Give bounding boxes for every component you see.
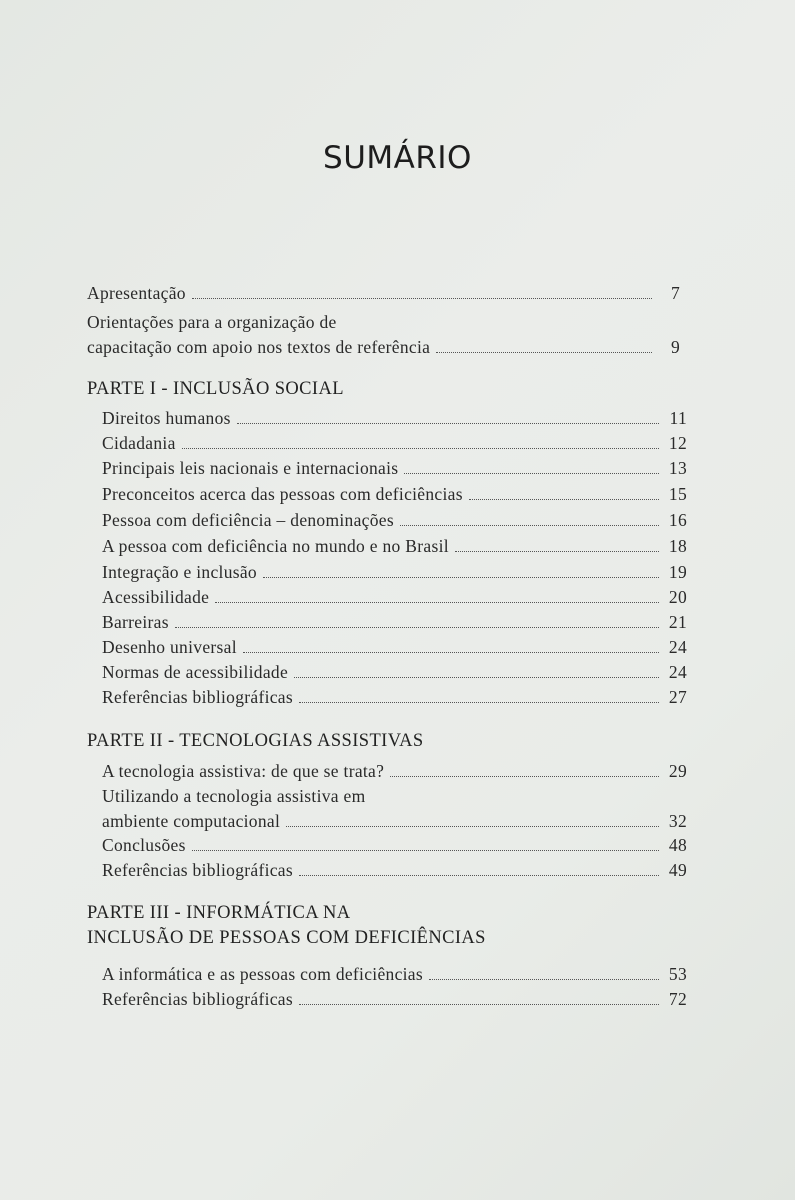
dot-leader xyxy=(400,524,659,526)
dot-leader xyxy=(299,701,659,703)
toc-entry[interactable] xyxy=(102,406,687,430)
toc-entry[interactable] xyxy=(102,987,687,1011)
toc-entry-label: Referências bibliográficas xyxy=(102,989,293,1009)
dot-leader xyxy=(455,550,659,552)
toc-entry-apresentacao[interactable] xyxy=(87,281,680,305)
toc-entry-page: 13 xyxy=(668,458,687,478)
dot-leader xyxy=(182,447,659,449)
toc-entry-page: 29 xyxy=(668,761,687,781)
toc-entry-label: Barreiras xyxy=(102,612,169,632)
dot-leader xyxy=(237,422,659,424)
toc-entry-page: 19 xyxy=(668,562,687,582)
toc-entry-page: 15 xyxy=(668,484,687,504)
dot-leader xyxy=(404,472,659,474)
dot-leader xyxy=(294,676,659,678)
toc-entry-page: 49 xyxy=(668,860,687,880)
toc-entry-page: 32 xyxy=(668,811,687,831)
toc-entry-label: ambiente computacional xyxy=(102,811,281,831)
toc-entry[interactable] xyxy=(102,610,687,634)
toc-entry-label: Referências bibliográficas xyxy=(102,687,293,707)
toc-entry-page: 11 xyxy=(669,408,687,428)
toc-entry[interactable] xyxy=(102,508,687,532)
toc-entry-page: 12 xyxy=(668,433,687,453)
dot-leader xyxy=(286,825,659,827)
toc-entry-page: 72 xyxy=(668,989,687,1009)
toc-entry-label-line1: Orientações para a organização de xyxy=(87,312,337,332)
toc-entry[interactable] xyxy=(102,685,687,709)
part-heading-1: PARTE I - INCLUSÃO SOCIAL xyxy=(87,379,344,399)
toc-entry-label: Apresentação xyxy=(87,283,186,303)
part-heading-3: INCLUSÃO DE PESSOAS COM DEFICIÊNCIAS xyxy=(87,928,486,948)
dot-leader xyxy=(192,849,659,851)
toc-entry-page: 24 xyxy=(668,637,687,657)
dot-leader xyxy=(263,576,659,578)
dot-leader xyxy=(390,775,659,777)
toc-entry[interactable] xyxy=(102,534,687,558)
dot-leader xyxy=(429,978,659,980)
toc-entry-orientacoes[interactable] xyxy=(87,335,680,359)
toc-entry-label: capacitação com apoio nos textos de referência xyxy=(87,337,431,357)
toc-entry[interactable] xyxy=(102,431,687,455)
toc-entry[interactable] xyxy=(102,858,687,882)
toc-entry[interactable] xyxy=(102,759,687,783)
toc-entry-label: Direitos humanos xyxy=(102,408,231,428)
dot-leader xyxy=(436,351,652,353)
toc-entry-page: 18 xyxy=(668,536,687,556)
toc-entry-page: 16 xyxy=(668,510,687,530)
toc-entry-label: Principais leis nacionais e internacionais xyxy=(102,458,399,478)
toc-entry-page: 7 xyxy=(670,283,680,303)
toc-entry-label: Integração e inclusão xyxy=(102,562,257,582)
dot-leader xyxy=(469,498,659,500)
toc-entry-page: 48 xyxy=(668,835,687,855)
dot-leader xyxy=(299,874,659,876)
toc-entry[interactable] xyxy=(102,456,687,480)
dot-leader xyxy=(175,626,659,628)
toc-entry-page: 9 xyxy=(670,337,680,357)
toc-entry[interactable] xyxy=(102,833,687,857)
toc-entry-label: A informática e as pessoas com deficiências xyxy=(102,964,423,984)
toc-entry[interactable] xyxy=(102,560,687,584)
dot-leader xyxy=(192,297,652,299)
toc-entry[interactable] xyxy=(102,809,687,833)
dot-leader xyxy=(215,601,659,603)
toc-entry-label: A tecnologia assistiva: de que se trata? xyxy=(102,761,385,781)
toc-entry[interactable] xyxy=(102,482,687,506)
dot-leader xyxy=(299,1003,659,1005)
toc-entry[interactable] xyxy=(102,635,687,659)
toc-entry-label: Desenho universal xyxy=(102,637,237,657)
toc-entry[interactable] xyxy=(102,585,687,609)
dot-leader xyxy=(243,651,659,653)
toc-entry-label-line1: Utilizando a tecnologia assistiva em xyxy=(102,786,366,806)
toc-entry-page: 24 xyxy=(668,662,687,682)
toc-entry[interactable] xyxy=(102,962,687,986)
part-heading-3-line1: PARTE III - INFORMÁTICA NA xyxy=(87,903,351,923)
toc-entry-label: Referências bibliográficas xyxy=(102,860,293,880)
toc-entry-page: 53 xyxy=(668,964,687,984)
part-heading-2: PARTE II - TECNOLOGIAS ASSISTIVAS xyxy=(87,731,424,751)
toc-entry-page: 20 xyxy=(668,587,687,607)
toc-entry-label: Acessibilidade xyxy=(102,587,210,607)
toc-entry-page: 21 xyxy=(668,612,687,632)
toc-entry-label: Normas de acessibilidade xyxy=(102,662,289,682)
toc-entry-label: Cidadania xyxy=(102,433,176,453)
page-title: SUMÁRIO xyxy=(323,140,472,176)
toc-entry-label: Pessoa com deficiência – denominações xyxy=(102,510,394,530)
toc-entry-page: 27 xyxy=(668,687,687,707)
toc-entry-label: A pessoa com deficiência no mundo e no Brasil xyxy=(102,536,449,556)
toc-entry-label: Preconceitos acerca das pessoas com deficiências xyxy=(102,484,463,504)
toc-entry[interactable] xyxy=(102,660,687,684)
toc-entry-label: Conclusões xyxy=(102,835,186,855)
